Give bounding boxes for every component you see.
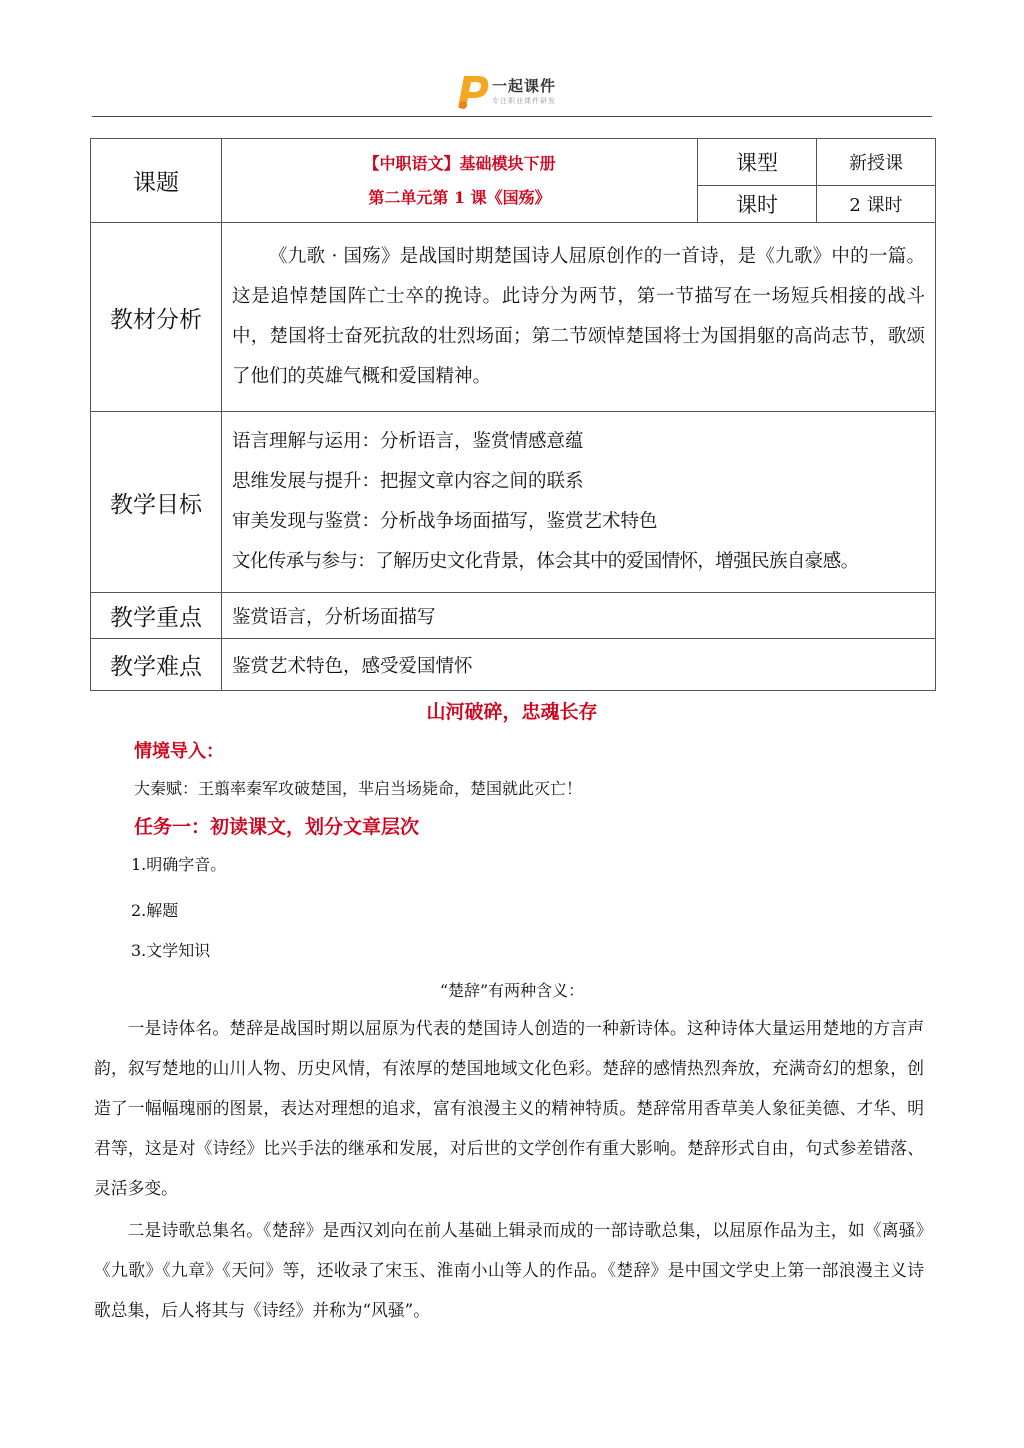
goal-culture: 文化传承与参与：了解历史文化背景，体会其中的爱国情怀，增强民族自豪感。 (232, 551, 859, 572)
task1-item-3: 3.文学知识 (131, 941, 211, 960)
goal-aesthetic: 审美发现与鉴赏：分析战争场面描写，鉴赏艺术特色 (232, 511, 658, 532)
label-topic: 课题 (91, 139, 222, 223)
label-type: 课型 (698, 139, 817, 186)
brand-name: 一起课件 (492, 77, 557, 95)
goals-list (222, 412, 936, 593)
intro-text: 大秦赋：王翦率秦军攻破楚国，芈启当场毙命，楚国就此灭亡！ (134, 779, 583, 798)
task1-item-1: 1.明确字音。 (131, 855, 227, 874)
key-point: 鉴赏语言，分析场面描写 (222, 593, 936, 639)
brand-logo (454, 72, 664, 112)
lesson-title (222, 139, 698, 223)
analysis-text: 《九歌 · 国殇》是战国时期楚国诗人屈原创作的一首诗，是《九歌》中的一篇。这是追悼楚国阵亡士卒的挽诗。此诗分为两节，第一节描写在一场短兵相接的战斗中，楚国将士奋死抗敌的壮烈场面；第二节颂悼楚国将士为国捐躯的高尚志节，歌颂了他们的英雄气概和爱国精神。 (222, 223, 936, 412)
label-key: 教学重点 (91, 593, 222, 639)
difficult-point: 鉴赏艺术特色，感受爱国情怀 (222, 639, 936, 691)
label-difficult: 教学难点 (91, 639, 222, 691)
brand-tagline: 专注职业课件研发 (492, 97, 556, 105)
brand-p-icon (454, 72, 494, 112)
label-hours: 课时 (698, 186, 817, 223)
lesson-title-line2: 第二单元第 1 课《国殇》 (368, 187, 551, 207)
label-analysis: 教材分析 (91, 223, 222, 412)
goal-language: 语言理解与运用：分析语言，鉴赏情感意蕴 (232, 431, 584, 452)
task1-heading: 任务一：初读课文，划分文章层次 (134, 816, 420, 838)
chuci-paragraph-1: 一是诗体名。楚辞是战国时期以屈原为代表的楚国诗人创造的一种新诗体。这种诗体大量运用楚地的方言声韵，叙写楚地的山川人物、历史风情，有浓厚的楚国地域文化色彩。楚辞的感情热烈奔放，充满奇幻的想象，创造了一幅幅瑰丽的图景，表达对理想的追求，富有浪漫主义的精神特质。楚辞常用香草美人象征美德、才华、明君等，这是对《诗经》比兴手法的继承和发展，对后世的文学创作有重大影响。楚辞形式自由，句式参差错落、灵活多变。 (94, 1018, 924, 1198)
label-goals: 教学目标 (91, 412, 222, 593)
chuci-heading: “楚辞”有两种含义： (439, 981, 585, 1000)
hours-value: 2 课时 (817, 186, 936, 223)
section-title: 山河破碎，忠魂长存 (426, 701, 598, 723)
goal-thinking: 思维发展与提升：把握文章内容之间的联系 (232, 471, 584, 492)
lesson-table (90, 138, 936, 691)
chuci-paragraph-2: 二是诗歌总集名。《楚辞》是西汉刘向在前人基础上辑录而成的一部诗歌总集，以屈原作品为主，如《离骚》《九歌》《九章》《天问》等，还收录了宋玉、淮南小山等人的作品。《楚辞》是中国文学史上第一部浪漫主义诗歌总集，后人将其与《诗经》并称为“风骚”。 (94, 1220, 924, 1320)
lesson-title-line1: 【中职语文】基础模块下册 (363, 153, 556, 173)
type-value: 新授课 (817, 139, 936, 186)
task1-item-2: 2.解题 (131, 901, 179, 920)
page-header (92, 68, 932, 117)
intro-heading: 情境导入： (134, 741, 224, 762)
